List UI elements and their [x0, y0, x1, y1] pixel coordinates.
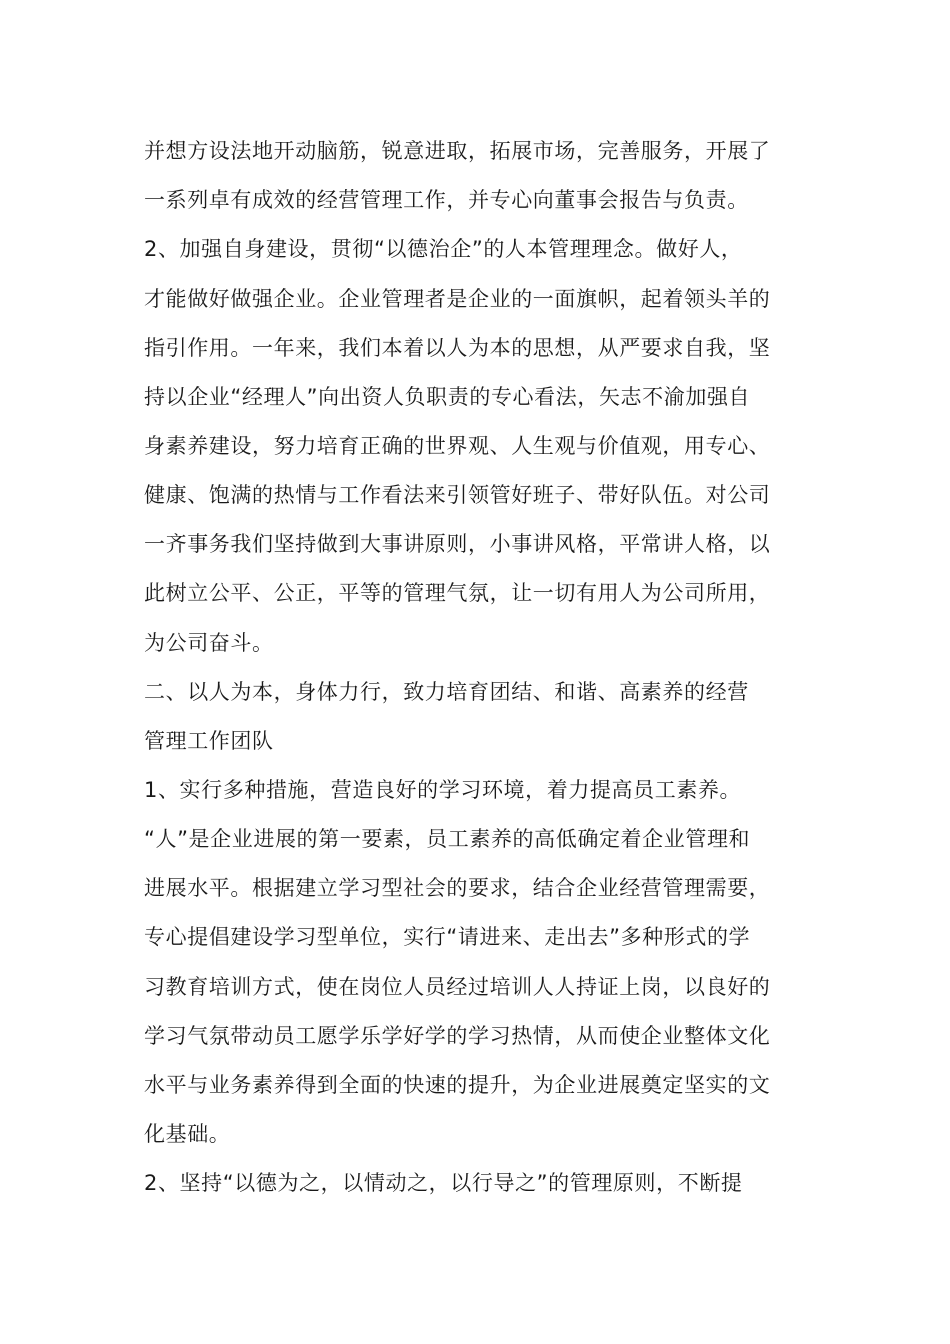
- text-line: “人”是企业进展的第一要素，员工素养的高低确定着企业管理和: [144, 827, 751, 851]
- text-line: 二、以人为本，身体力行，致力培育团结、和谐、高素养的经营: [144, 680, 749, 704]
- text-line: 化基础。: [144, 1122, 231, 1146]
- text-line: 才能做好做强企业。企业管理者是企业的一面旗帜，起着领头羊的: [144, 287, 771, 311]
- text-line: 学习气氛带动员工愿学乐学好学的学习热情，从而使企业整体文化: [144, 1024, 771, 1048]
- text-line: 为公司奋斗。: [144, 631, 274, 655]
- text-line: 并想方设法地开动脑筋，锐意进取，拓展市场，完善服务，开展了: [144, 139, 771, 163]
- text-line: 专心提倡建设学习型单位，实行“请进来、走出去”多种形式的学: [144, 925, 751, 949]
- text-line: 2、坚持“以德为之，以情动之，以行导之”的管理原则，不断提: [144, 1171, 743, 1195]
- text-line: 持以企业“经理人”向出资人负职责的专心看法，矢志不渝加强自: [144, 385, 751, 409]
- text-line: 此树立公平、公正，平等的管理气氛，让一切有用人为公司所用，: [144, 581, 771, 605]
- text-line: 指引作用。一年来，我们本着以人为本的思想，从严要求自我，坚: [144, 336, 771, 360]
- text-line: 一齐事务我们坚持做到大事讲原则，小事讲风格，平常讲人格，以: [144, 532, 771, 556]
- text-line: 2、加强自身建设，贯彻“以德治企”的人本管理理念。做好人，: [144, 237, 743, 261]
- text-line: 身素养建设，努力培育正确的世界观、人生观与价值观，用专心、: [144, 434, 771, 458]
- text-line: 健康、饱满的热情与工作看法来引领管好班子、带好队伍。对公司: [144, 483, 771, 507]
- text-line: 进展水平。根据建立学习型社会的要求，结合企业经营管理需要，: [144, 876, 771, 900]
- text-line: 水平与业务素养得到全面的快速的提升，为企业进展奠定坚实的文: [144, 1073, 771, 1097]
- text-line: 1、实行多种措施，营造良好的学习环境，着力提高员工素养。: [144, 778, 742, 802]
- text-line: 习教育培训方式，使在岗位人员经过培训人人持证上岗，以良好的: [144, 975, 771, 999]
- text-line: 一系列卓有成效的经营管理工作，并专心向董事会报告与负责。: [144, 188, 749, 212]
- text-line: 管理工作团队: [144, 729, 274, 753]
